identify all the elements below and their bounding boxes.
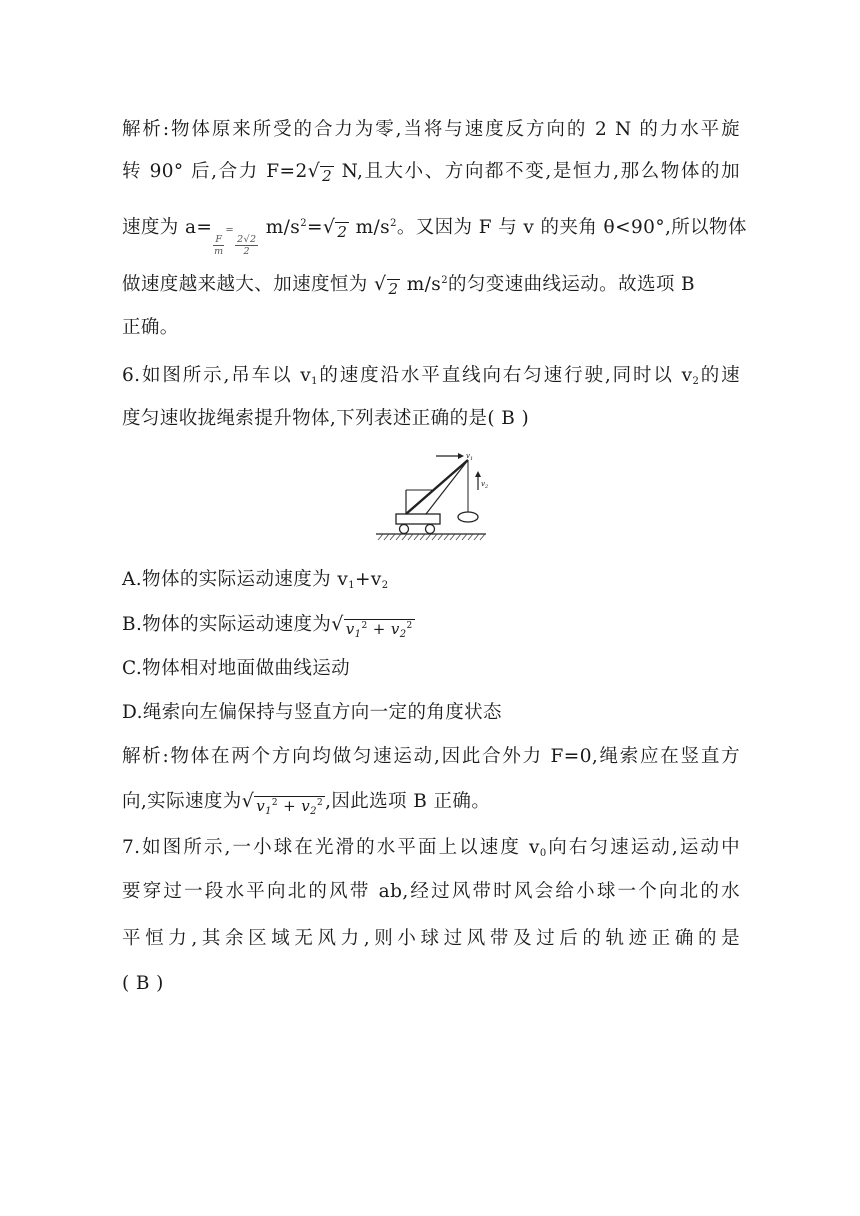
q6-stem-line2: 度匀速收拢绳索提升物体,下列表述正确的是( B ) [122, 408, 530, 429]
fraction-2root2-over-2: $\frac{2√2}{2}$ [237, 234, 257, 257]
sqrt-v1sq-plus-v2sq: √ $v_1^2 + v_2^2$ [241, 790, 324, 817]
fraction-f-over-m: $\frac{F}{m}$ [214, 234, 224, 257]
sqrt-2: √ 2 [322, 216, 348, 241]
q7-stem-line4: ( B ) [122, 973, 164, 994]
sqrt-2: √ 2 [307, 160, 333, 185]
cart-body [396, 514, 440, 524]
q6-option-c: C.物体相对地面做曲线运动 [122, 658, 351, 679]
v2-label: $v_2$ [481, 480, 489, 490]
q6-option-a: A.物体的实际运动速度为 $v_1+v_2$ [122, 569, 389, 591]
analysis5-line1: 解析:物体原来所受的合力为零,当将与速度反方向的 2 N 的力水平旋 [122, 119, 740, 140]
crane-boom [406, 460, 468, 514]
ground-hatching [378, 534, 485, 540]
q6-option-b: B.物体的实际运动速度为 √ $v_1^2 + v_2^2$ [122, 610, 415, 639]
q7-stem-line2: 要穿过一段水平向北的风带 ab,经过风带时风会给小球一个向北的水 [122, 881, 740, 902]
q6-analysis-line2: 向,实际速度为 √ $v_1^2 + v_2^2$ ,因此选项 B 正确。 [122, 787, 490, 816]
crane-brace [426, 460, 468, 514]
analysis5-line4: 做速度越来越大、加速度恒为 √ 2 $m/s^2$的匀变速曲线运动。故选项 B [122, 270, 695, 299]
analysis5-line2: 转 90° 后,合力 F=2 √ 2 N,且大小、方向都不变,是恒力,那么物体的加 [122, 157, 740, 186]
load [458, 512, 478, 522]
wheel-right [426, 525, 435, 534]
sqrt-v1sq-plus-v2sq: √ $v_1^2 + v_2^2$ [331, 613, 413, 640]
q6-analysis-line1: 解析:物体在两个方向均做匀速运动,因此合外力 F=0,绳索应在竖直方 [122, 746, 740, 767]
wheel-left [400, 525, 409, 534]
sqrt-2: √ 2 [373, 273, 399, 298]
crane-diagram [370, 450, 490, 550]
v1-label: $v_1$ [466, 452, 474, 462]
analysis5-line5: 正确。 [122, 317, 179, 338]
q6-stem-line1: 6.如图所示,吊车以 $v_1$的速度沿水平直线向右匀速行驶,同时以 $v_2$的速 [122, 365, 740, 387]
q6-option-d: D.绳索向左偏保持与竖直方向一定的角度状态 [122, 702, 502, 723]
q7-stem-line1: 7.如图所示,一小球在光滑的水平面上以速度 $v_0$向右匀速运动,运动中 [122, 837, 740, 859]
analysis5-line3: 速度为 a= $\frac{F}{m}$ = $\frac{2√2}{2}$ $m/s^2=$ √ 2 $m/s^2$。又因为 F 与 v 的夹角 θ<90°,所以物体 [122, 213, 747, 257]
q7-stem-line3: 平恒力,其余区域无风力,则小球过风带及过后的轨迹正确的是 [122, 928, 740, 949]
crane-figure [370, 450, 490, 550]
